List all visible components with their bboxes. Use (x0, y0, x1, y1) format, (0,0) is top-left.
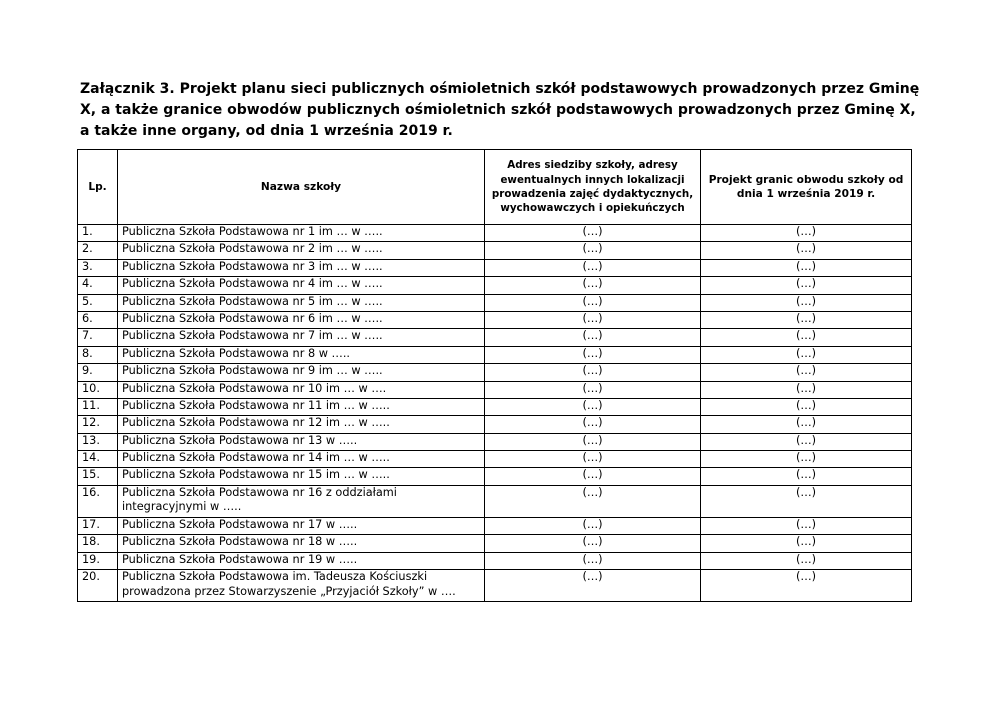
table-header-row (78, 150, 912, 225)
table-row (78, 225, 912, 242)
school-district: (…) (701, 416, 912, 433)
school-address: (…) (485, 517, 701, 534)
school-district: (…) (701, 346, 912, 363)
school-district: (…) (701, 552, 912, 569)
school-district: (…) (701, 329, 912, 346)
table-row (78, 552, 912, 569)
school-address: (…) (485, 381, 701, 398)
table-row (78, 416, 912, 433)
table-row (78, 433, 912, 450)
school-district: (…) (701, 485, 912, 517)
school-district: (…) (701, 277, 912, 294)
school-district: (…) (701, 398, 912, 415)
header-lp: Lp. (78, 150, 118, 225)
school-name: Publiczna Szkoła Podstawowa nr 13 w ….. (118, 433, 485, 450)
school-name: Publiczna Szkoła Podstawowa nr 10 im … w …. (118, 381, 485, 398)
school-district: (…) (701, 381, 912, 398)
table-row (78, 346, 912, 363)
school-district: (…) (701, 294, 912, 311)
school-name: Publiczna Szkoła Podstawowa nr 18 w ….. (118, 535, 485, 552)
school-name: Publiczna Szkoła Podstawowa nr 9 im … w ….. (118, 364, 485, 381)
row-number: 15. (78, 468, 118, 485)
school-address: (…) (485, 468, 701, 485)
table-row (78, 259, 912, 276)
school-name: Publiczna Szkoła Podstawowa nr 19 w ….. (118, 552, 485, 569)
row-number: 20. (78, 570, 118, 602)
row-number: 11. (78, 398, 118, 415)
school-address: (…) (485, 552, 701, 569)
school-address: (…) (485, 311, 701, 328)
table-row (78, 451, 912, 468)
table-row (78, 570, 912, 602)
row-number: 19. (78, 552, 118, 569)
school-name: Publiczna Szkoła Podstawowa nr 8 w ….. (118, 346, 485, 363)
row-number: 2. (78, 242, 118, 259)
table-row (78, 398, 912, 415)
school-address: (…) (485, 277, 701, 294)
row-number: 16. (78, 485, 118, 517)
school-address: (…) (485, 242, 701, 259)
school-district: (…) (701, 242, 912, 259)
table-row (78, 294, 912, 311)
row-number: 8. (78, 346, 118, 363)
row-number: 17. (78, 517, 118, 534)
row-number: 13. (78, 433, 118, 450)
school-name: Publiczna Szkoła Podstawowa nr 17 w ….. (118, 517, 485, 534)
school-name: Publiczna Szkoła Podstawowa nr 7 im … w ….. (118, 329, 485, 346)
school-address: (…) (485, 416, 701, 433)
row-number: 3. (78, 259, 118, 276)
school-address: (…) (485, 433, 701, 450)
table-row (78, 277, 912, 294)
header-school-name: Nazwa szkoły (118, 150, 485, 225)
school-district: (…) (701, 570, 912, 602)
school-district: (…) (701, 535, 912, 552)
school-address: (…) (485, 346, 701, 363)
school-address: (…) (485, 225, 701, 242)
school-name: Publiczna Szkoła Podstawowa nr 4 im … w ….. (118, 277, 485, 294)
school-address: (…) (485, 329, 701, 346)
row-number: 18. (78, 535, 118, 552)
school-name: Publiczna Szkoła Podstawowa im. Tadeusza Kościuszki prowadzona przez Stowarzyszenie „Przyjaciół Szkoły” w …. (118, 570, 485, 602)
school-name: Publiczna Szkoła Podstawowa nr 14 im … w ….. (118, 451, 485, 468)
school-name: Publiczna Szkoła Podstawowa nr 6 im … w ….. (118, 311, 485, 328)
school-name: Publiczna Szkoła Podstawowa nr 12 im … w ….. (118, 416, 485, 433)
school-network-table (77, 149, 912, 602)
table-row (78, 311, 912, 328)
school-district: (…) (701, 225, 912, 242)
header-address: Adres siedziby szkoły, adresy ewentualnych innych lokalizacji prowadzenia zajęć dydaktycznych, wychowawczych i opiekuńczych (485, 150, 701, 225)
row-number: 5. (78, 294, 118, 311)
school-district: (…) (701, 364, 912, 381)
school-address: (…) (485, 485, 701, 517)
school-name: Publiczna Szkoła Podstawowa nr 2 im … w ….. (118, 242, 485, 259)
row-number: 6. (78, 311, 118, 328)
school-address: (…) (485, 259, 701, 276)
school-name: Publiczna Szkoła Podstawowa nr 16 z oddziałami integracyjnymi w ….. (118, 485, 485, 517)
school-district: (…) (701, 468, 912, 485)
school-name: Publiczna Szkoła Podstawowa nr 11 im … w ….. (118, 398, 485, 415)
table-row (78, 517, 912, 534)
school-district: (…) (701, 517, 912, 534)
school-district: (…) (701, 433, 912, 450)
school-district: (…) (701, 451, 912, 468)
school-name: Publiczna Szkoła Podstawowa nr 1 im … w ….. (118, 225, 485, 242)
school-address: (…) (485, 570, 701, 602)
school-district: (…) (701, 259, 912, 276)
row-number: 9. (78, 364, 118, 381)
school-address: (…) (485, 364, 701, 381)
row-number: 1. (78, 225, 118, 242)
document-title: Załącznik 3. Projekt planu sieci publicznych ośmioletnich szkół podstawowych prowadzonych przez Gminę X, a także granice obwodów publicznych ośmioletnich szkół podstawowych prowadzonych przez Gminę X, a także inne organy, od dnia 1 września 2019 r. (80, 81, 920, 139)
school-address: (…) (485, 451, 701, 468)
row-number: 7. (78, 329, 118, 346)
table-row (78, 485, 912, 517)
school-name: Publiczna Szkoła Podstawowa nr 5 im … w ….. (118, 294, 485, 311)
school-address: (…) (485, 535, 701, 552)
row-number: 10. (78, 381, 118, 398)
row-number: 14. (78, 451, 118, 468)
table-row (78, 329, 912, 346)
header-district: Projekt granic obwodu szkoły od dnia 1 września 2019 r. (701, 150, 912, 225)
school-name: Publiczna Szkoła Podstawowa nr 15 im … w ….. (118, 468, 485, 485)
table-row (78, 381, 912, 398)
table-row (78, 242, 912, 259)
table-row (78, 468, 912, 485)
table-row (78, 364, 912, 381)
school-name: Publiczna Szkoła Podstawowa nr 3 im … w ….. (118, 259, 485, 276)
school-address: (…) (485, 398, 701, 415)
school-address: (…) (485, 294, 701, 311)
row-number: 4. (78, 277, 118, 294)
school-district: (…) (701, 311, 912, 328)
row-number: 12. (78, 416, 118, 433)
table-row (78, 535, 912, 552)
